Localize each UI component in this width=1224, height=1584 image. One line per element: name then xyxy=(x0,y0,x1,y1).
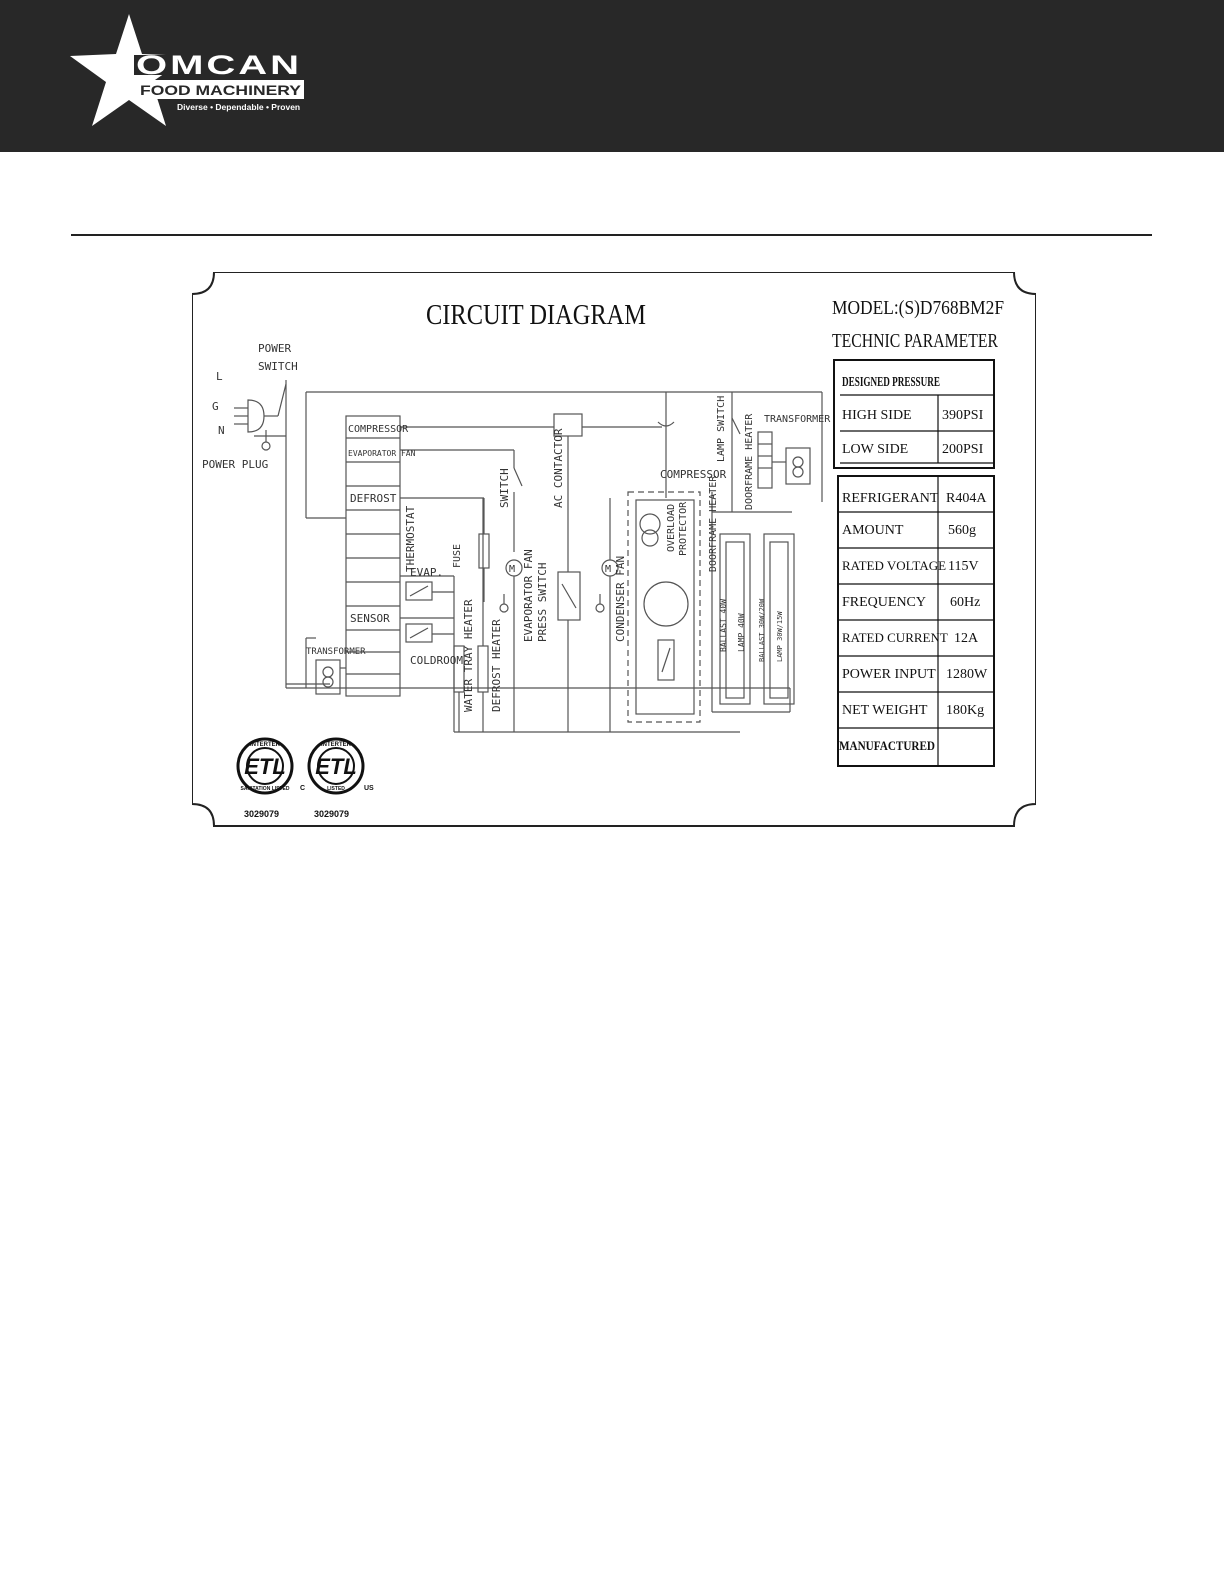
label-doorframe-heater-2: DOORFRAME HEATER xyxy=(744,413,755,510)
diagram-title: CIRCUIT DIAGRAM xyxy=(426,300,647,331)
param-row-value: 1280W xyxy=(946,667,988,682)
param-row-label: FREQUENCY xyxy=(842,595,927,610)
label-defrost-heater: DEFROST HEATER xyxy=(490,619,503,712)
param-row-value: 12A xyxy=(954,631,979,646)
label-ballast-40w: BALLAST 40W xyxy=(719,599,728,652)
param-row-value: 180Kg xyxy=(946,703,985,718)
label-thermostat: THERMOSTAT xyxy=(404,505,417,572)
pressure-row-label: HIGH SIDE xyxy=(842,408,912,423)
label-power-plug: POWER PLUG xyxy=(202,458,269,471)
label-defrost: DEFROST xyxy=(350,492,397,505)
label-transformer-right: TRANSFORMER xyxy=(764,414,831,425)
label-power-switch-line2: SWITCH xyxy=(258,360,298,373)
designed-pressure-label: DESIGNED PRESSURE xyxy=(842,375,940,390)
evaporator-fan-motor: M xyxy=(509,564,516,575)
label-fuse: FUSE xyxy=(452,543,463,568)
model-number: MODEL:(S)D768BM2F xyxy=(832,297,1004,319)
label-transformer-left: TRANSFORMER xyxy=(306,647,366,657)
label-l: L xyxy=(216,370,223,383)
svg-text:LISTED: LISTED xyxy=(327,786,345,792)
svg-text:ETL: ETL xyxy=(315,754,357,779)
param-row-label: NET WEIGHT xyxy=(842,703,928,718)
label-lamp-40w: LAMP 40W xyxy=(737,613,746,652)
brand-subtitle: FOOD MACHINERY xyxy=(140,82,302,98)
technic-heading: TECHNIC PARAMETER xyxy=(832,330,999,352)
svg-text:INTERTEK: INTERTEK xyxy=(321,742,351,748)
label-compressor-right: COMPRESSOR xyxy=(660,468,727,481)
label-evaporator-fan: EVAPORATOR FAN xyxy=(348,449,416,458)
circuit-diagram xyxy=(192,272,1036,836)
circuit-diagram-panel xyxy=(192,272,1036,836)
param-row-label: RATED VOLTAGE xyxy=(842,558,947,573)
label-evap: EVAP. xyxy=(410,566,444,579)
param-row-label: POWER INPUT xyxy=(842,667,936,682)
brand-name: OMCAN xyxy=(136,50,302,80)
label-ballast-30w-20w: BALLAST 30W/20W xyxy=(758,598,766,662)
param-row-value: 115V xyxy=(948,559,979,574)
label-water-tray-heater: WATER TRAY HEATER xyxy=(462,599,475,712)
label-lamp-switch: LAMP SWITCH xyxy=(716,395,727,462)
etl-certificate-number: 3029079 xyxy=(244,809,280,819)
svg-text:INTERTEK: INTERTEK xyxy=(250,742,280,748)
etl-certificate-number: 3029079 xyxy=(314,809,350,819)
omcan-logo xyxy=(70,14,320,132)
svg-text:US: US xyxy=(364,785,374,792)
pressure-row-label: LOW SIDE xyxy=(842,442,909,457)
label-evaporator-fan-vertical: EVAPORATOR FAN xyxy=(522,549,535,642)
svg-text:C: C xyxy=(300,785,306,792)
svg-text:SANITATION LISTED: SANITATION LISTED xyxy=(240,786,290,792)
label-overload-1: OVERLOAD xyxy=(666,503,677,552)
label-overload-2: PROTECTOR xyxy=(678,501,689,556)
param-row-label: AMOUNT xyxy=(842,523,904,538)
svg-text:ETL: ETL xyxy=(244,754,286,779)
param-row-value: R404A xyxy=(946,491,987,506)
label-condenser-fan: CONDENSER FAN xyxy=(614,555,627,642)
param-row-label: REFRIGERANT xyxy=(842,491,939,506)
param-row-value: 60Hz xyxy=(950,595,981,610)
param-row-label: MANUFACTURED xyxy=(839,738,935,753)
label-g: G xyxy=(212,400,219,413)
label-switch: SWITCH xyxy=(498,468,511,508)
condenser-fan-motor: M xyxy=(605,564,612,575)
label-sensor: SENSOR xyxy=(350,612,390,625)
label-lamp-30w-15w: LAMP 30W/15W xyxy=(776,611,784,662)
param-row-value: 560g xyxy=(948,523,976,538)
param-row-label: RATED CURRENT xyxy=(842,630,948,645)
label-coldroom: COLDROOM xyxy=(410,654,463,667)
pressure-row-value: 390PSI xyxy=(942,408,984,423)
label-doorframe-heater-1: DOORFRAME HEATER xyxy=(708,475,719,572)
label-power-switch-line1: POWER xyxy=(258,342,292,355)
label-press-switch: PRESS SWITCH xyxy=(536,562,549,642)
section-divider xyxy=(71,234,1152,236)
pressure-row-value: 200PSI xyxy=(942,442,984,457)
brand-tagline: Diverse • Dependable • Proven xyxy=(177,102,301,112)
label-n: N xyxy=(218,424,225,437)
label-compressor: COMPRESSOR xyxy=(348,424,409,435)
label-ac-contactor: AC CONTACTOR xyxy=(552,428,565,508)
